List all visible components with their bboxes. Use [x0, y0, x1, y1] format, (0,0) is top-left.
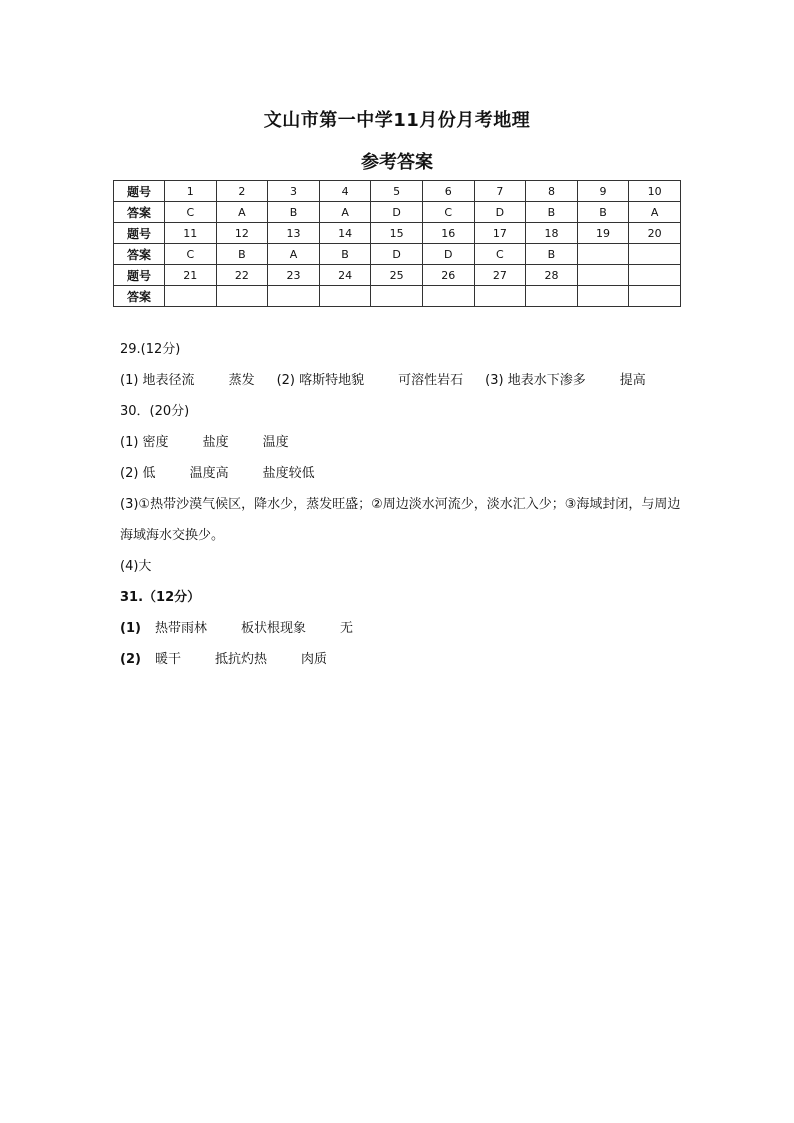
table-cell: 1 — [165, 181, 217, 202]
answer-table — [113, 180, 681, 307]
table-cell: B — [268, 202, 320, 223]
q29-answer-5: (3) 地表水下渗多 — [485, 373, 586, 388]
table-cell — [629, 286, 681, 307]
table-cell: 8 — [526, 181, 578, 202]
table-cell: 21 — [165, 265, 217, 286]
document-title: 文山市第一中学11月份月考地理 — [263, 110, 531, 131]
table-cell: 28 — [526, 265, 578, 286]
q31-answer-6: 肉质 — [300, 652, 327, 667]
table-cell: B — [577, 202, 629, 223]
table-cell: 12 — [216, 223, 268, 244]
row-header: 答案 — [114, 202, 165, 223]
table-cell: A — [319, 202, 371, 223]
q31-answer-1: 热带雨林 — [154, 621, 207, 636]
row-header: 题号 — [114, 181, 165, 202]
table-cell: 22 — [216, 265, 268, 286]
table-cell: D — [371, 202, 423, 223]
table-cell: 11 — [165, 223, 217, 244]
table-cell — [371, 286, 423, 307]
table-cell — [216, 286, 268, 307]
table-cell — [629, 265, 681, 286]
q30-answer-5: 温度高 — [189, 466, 229, 481]
q29-answer-1: (1) 地表径流 — [120, 373, 195, 388]
table-cell: 16 — [422, 223, 474, 244]
table-cell: 18 — [526, 223, 578, 244]
q31-answer-4: 暖干 — [154, 652, 181, 667]
table-cell: 9 — [577, 181, 629, 202]
q29-answer-3: (2) 喀斯特地貌 — [276, 373, 365, 388]
table-cell: B — [526, 202, 578, 223]
q31-heading: 31.（12分） — [120, 590, 201, 605]
table-cell: D — [371, 244, 423, 265]
row-header: 题号 — [114, 223, 165, 244]
table-row — [114, 202, 681, 223]
q31-line-1 — [120, 613, 690, 644]
table-cell: 15 — [371, 223, 423, 244]
table-cell: 27 — [474, 265, 526, 286]
answers-body — [120, 334, 690, 675]
table-cell — [577, 265, 629, 286]
table-cell: 4 — [319, 181, 371, 202]
table-cell: B — [216, 244, 268, 265]
q30-line-3: (3)①热带沙漠气候区，降水少，蒸发旺盛；②周边淡水河流少，淡水汇入少；③海域封闭，与周边海域海水交换少。 — [120, 497, 681, 543]
table-cell: C — [474, 244, 526, 265]
q31-answer-3: 无 — [339, 621, 353, 636]
table-cell: A — [216, 202, 268, 223]
table-cell: C — [165, 202, 217, 223]
q29-answer-4: 可溶性岩石 — [398, 373, 464, 388]
q30-answer-6: 盐度较低 — [262, 466, 315, 481]
table-row — [114, 223, 681, 244]
table-row — [114, 286, 681, 307]
table-cell: D — [474, 202, 526, 223]
table-row — [114, 265, 681, 286]
table-cell: 2 — [216, 181, 268, 202]
table-cell: 23 — [268, 265, 320, 286]
table-cell: C — [165, 244, 217, 265]
table-cell — [577, 244, 629, 265]
q30-line-2 — [120, 458, 690, 489]
table-cell: A — [268, 244, 320, 265]
table-row — [114, 181, 681, 202]
table-cell: 6 — [422, 181, 474, 202]
table-cell — [165, 286, 217, 307]
table-cell — [319, 286, 371, 307]
table-cell — [422, 286, 474, 307]
table-cell: D — [422, 244, 474, 265]
row-header: 答案 — [114, 244, 165, 265]
document-subtitle: 参考答案 — [361, 152, 433, 173]
q29-answer-6: 提高 — [619, 373, 646, 388]
table-cell: 10 — [629, 181, 681, 202]
q30-answer-2: 盐度 — [202, 435, 229, 450]
q30-answer-4: (2) 低 — [120, 466, 156, 481]
q29-answer-2: 蒸发 — [228, 373, 255, 388]
table-cell: 17 — [474, 223, 526, 244]
table-cell: 3 — [268, 181, 320, 202]
q30-line-1 — [120, 427, 690, 458]
table-cell: 19 — [577, 223, 629, 244]
table-cell: 24 — [319, 265, 371, 286]
table-cell: 25 — [371, 265, 423, 286]
table-cell: 13 — [268, 223, 320, 244]
table-cell: B — [526, 244, 578, 265]
q30-heading: 30．(20分) — [120, 404, 190, 419]
table-cell: C — [422, 202, 474, 223]
q30-answer-1: (1) 密度 — [120, 435, 169, 450]
table-row — [114, 244, 681, 265]
q31-line-2 — [120, 644, 690, 675]
row-header: 题号 — [114, 265, 165, 286]
table-cell — [629, 244, 681, 265]
q30-answer-3: 温度 — [262, 435, 289, 450]
q31-part-1: (1) — [120, 621, 141, 636]
table-cell: 14 — [319, 223, 371, 244]
table-cell — [526, 286, 578, 307]
table-cell — [474, 286, 526, 307]
q30-line-4: (4)大 — [120, 559, 152, 574]
q31-part-2: (2) — [120, 652, 141, 667]
q31-answer-2: 板状根现象 — [240, 621, 306, 636]
table-cell: 5 — [371, 181, 423, 202]
table-cell: 26 — [422, 265, 474, 286]
table-cell — [268, 286, 320, 307]
table-cell — [577, 286, 629, 307]
q31-answer-5: 抵抗灼热 — [214, 652, 267, 667]
q29-line-1 — [120, 365, 690, 396]
q29-heading: 29.(12分) — [120, 342, 181, 357]
row-header: 答案 — [114, 286, 165, 307]
table-cell: B — [319, 244, 371, 265]
table-cell: 20 — [629, 223, 681, 244]
table-cell: 7 — [474, 181, 526, 202]
table-cell: A — [629, 202, 681, 223]
